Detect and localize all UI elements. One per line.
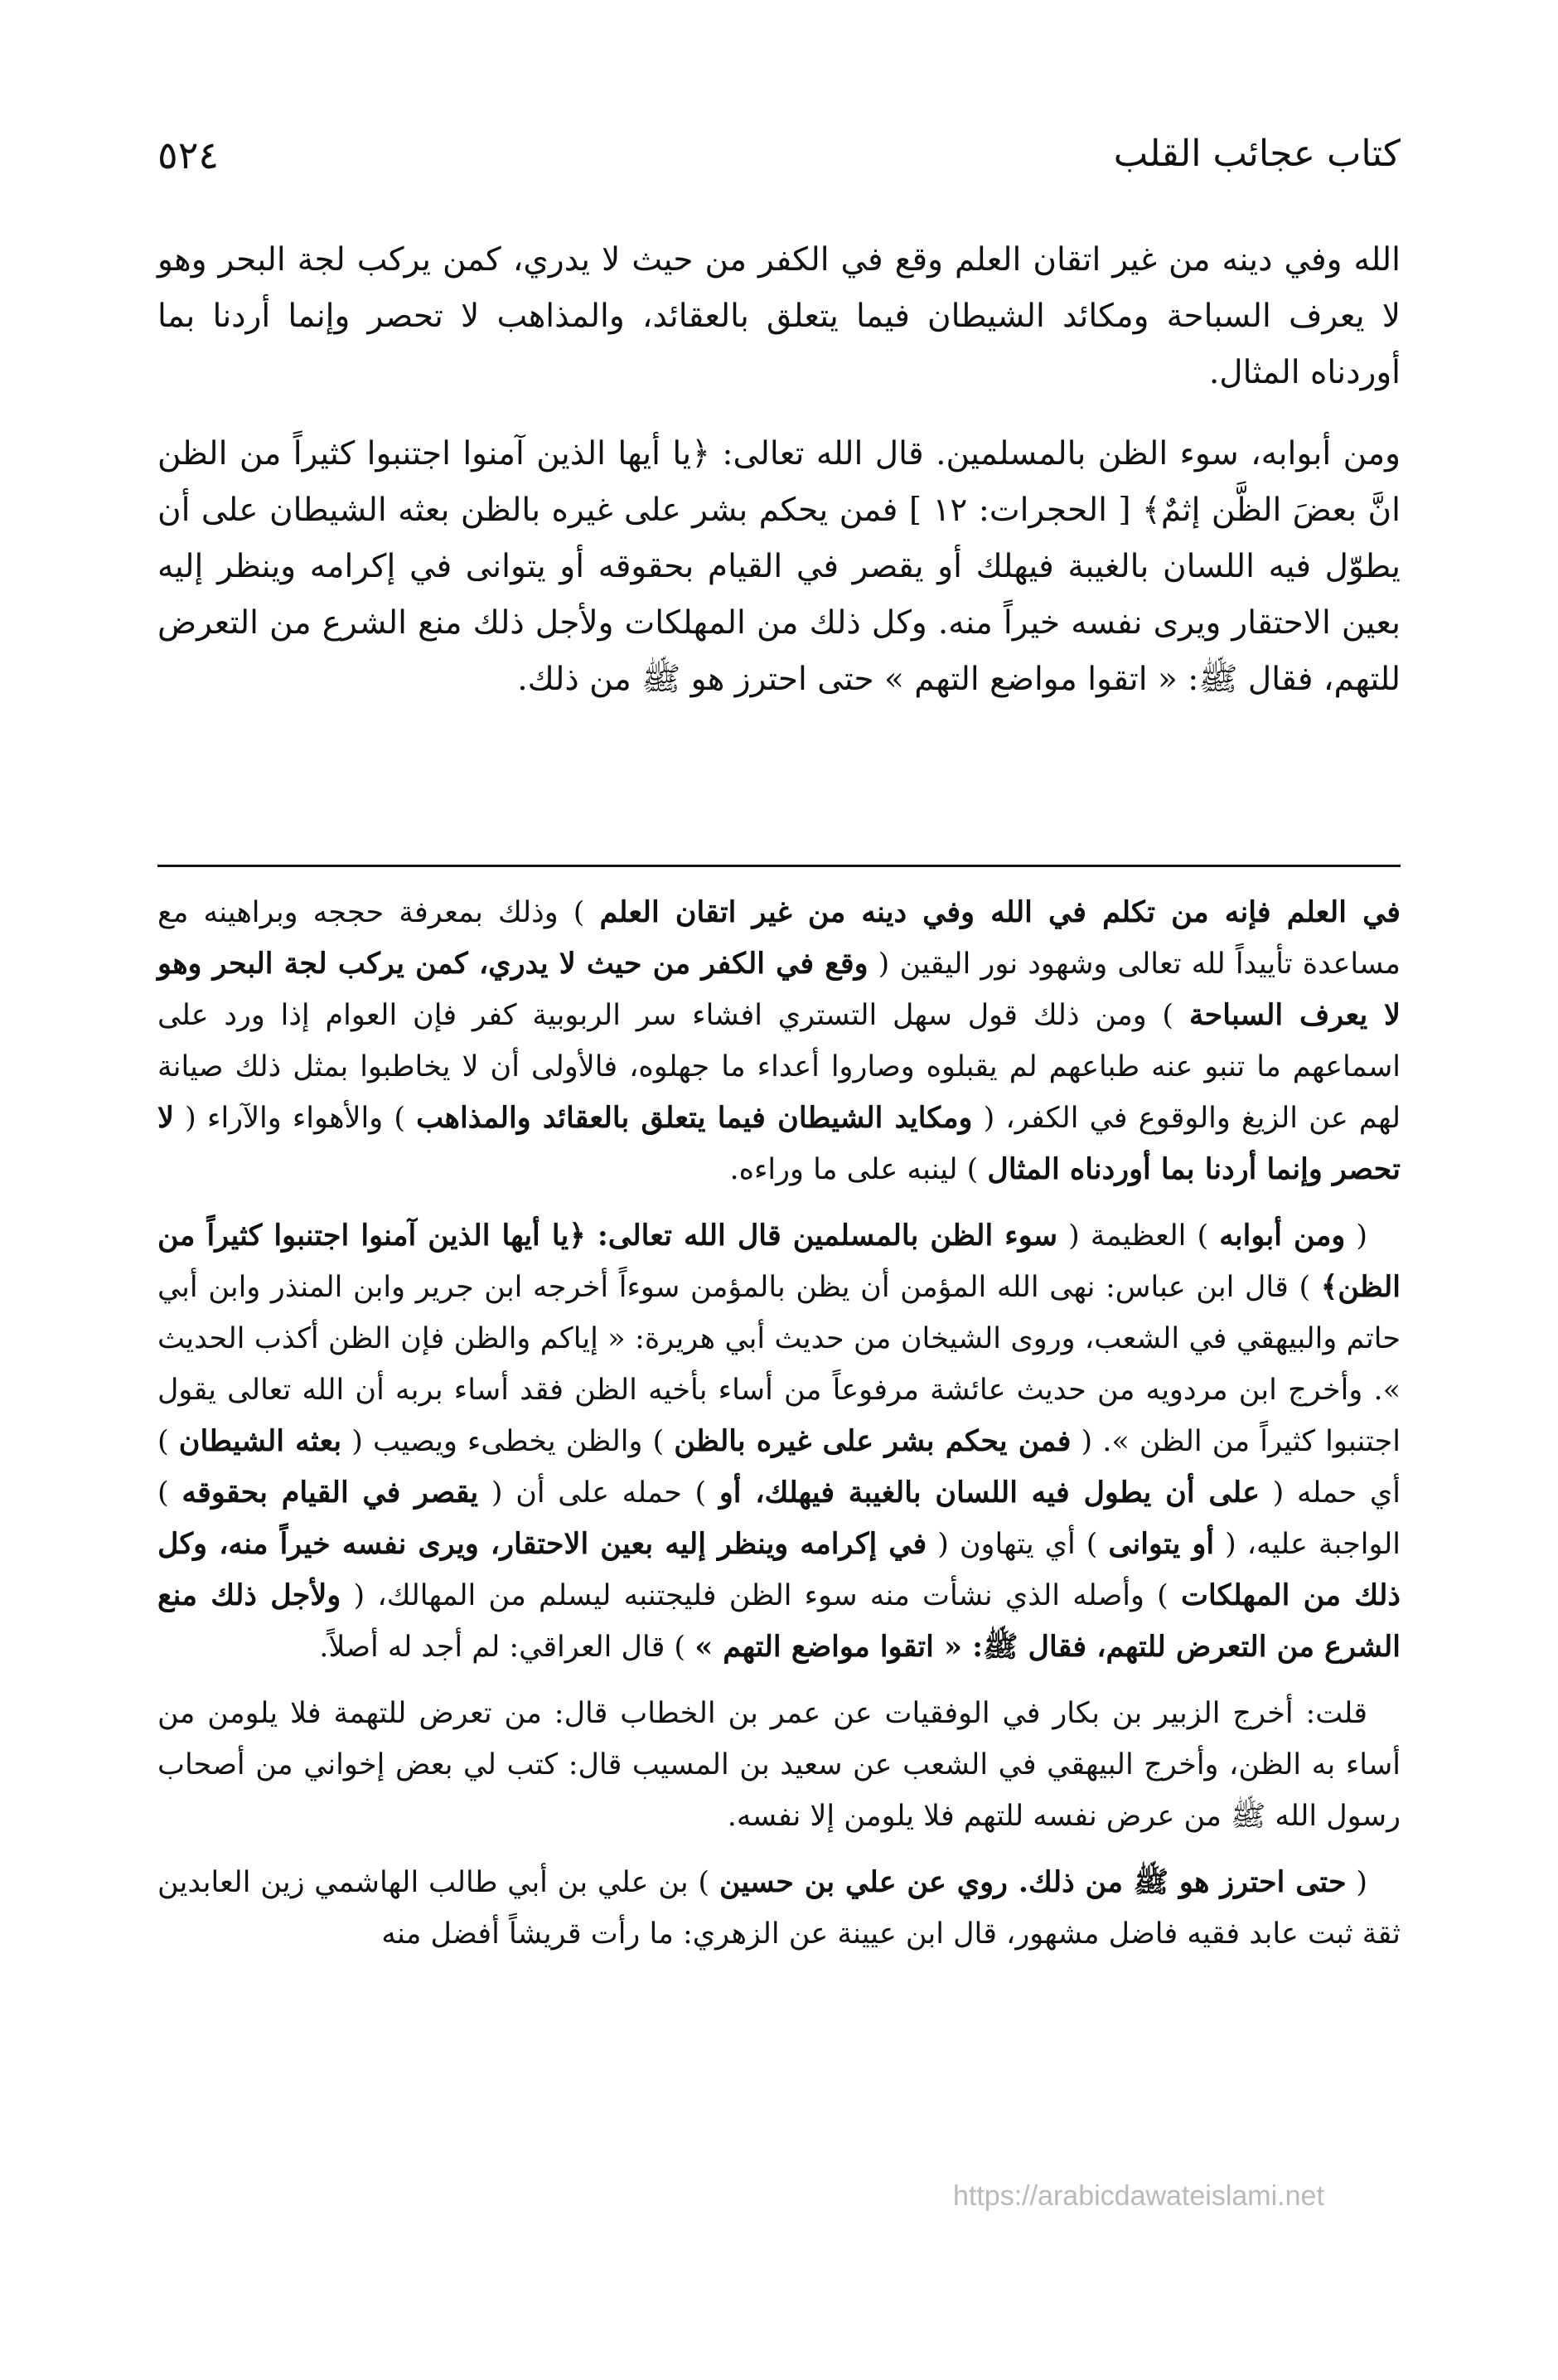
commentary-text-run: ) بن علي بن أبي طالب الهاشمي زين العابدين ثقة ثبت عابد فقيه فاضل مشهور، قال ابن عيينة عن الزهري: ما رأت قريشاً أفضل منه [157,1866,1401,1951]
page-header [157,133,1401,191]
commentary-text-run: ) حمله على أن ( [478,1476,719,1510]
commentary-paragraph [157,1210,1401,1673]
commentary-text [157,887,1401,1960]
commentary-bold: يقصر في القيام بحقوقه [181,1476,479,1510]
footnote-divider [157,865,1401,867]
commentary-text-run: ) والظن يخطىء ويصيب ( [341,1425,675,1458]
commentary-paragraph: قلت: أخرج الزبير بن بكار في الوفقيات عن عمر بن الخطاب قال: من تعرض للتهمة فلا يلومن من أساء به الظن، وأخرج البيهقي في الشعب عن سعيد بن المسيب قال: كتب لي بعض إخواني من أصحاب رسول الله ﷺ من عرض نفسه للتهم فلا يلومن إلا نفسه. [157,1697,1401,1833]
commentary-text-run: ) الواجبة عليه، ( [157,1476,1401,1561]
commentary-text-run: ) قال العراقي: لم أجد له أصلاً. [319,1631,695,1664]
watermark-url: https://arabicdawateislami.net [953,2180,1324,2212]
commentary-bold: سوء الظن بالمسلمين قال الله تعالى: ﴿يا أيها الذين آمنوا اجتنبوا كثيراً من الظن﴾ [157,1219,1401,1304]
commentary-text-run: ) أي حمله ( [157,1425,1401,1510]
main-text [157,232,1401,708]
commentary-text-run: ( [1345,1219,1368,1253]
commentary-bold: أو يتوانى [1108,1527,1215,1561]
commentary-text-run: ) لينبه على ما وراءه. [729,1153,988,1186]
commentary-bold: في إكرامه وينظر إليه بعين الاحتقار، ويرى نفسه خيراً منه، وكل ذلك من المهلكات [157,1527,1401,1612]
commentary-text-run: ) وأصله الذي نشأت منه سوء الظن فليجتنبه ليسلم من المهالك، ( [341,1579,1182,1612]
commentary-bold: على أن يطول فيه اللسان بالغيبة فيهلك، أو [719,1476,1260,1510]
commentary-bold: فمن يحكم بشر على غيره بالظن [674,1424,1072,1458]
commentary-bold: ومكايد الشيطان فيما يتعلق بالعقائد والمذاهب [416,1101,973,1135]
commentary-bold: لا تحصر وإنما أردنا بما أوردناه المثال [157,1101,1401,1186]
commentary-bold: ومن أبوابه [1219,1219,1346,1253]
commentary-text-run: ) أي يتهاون ( [927,1528,1109,1561]
page-number: ٥٢٤ [157,133,220,177]
commentary-text-run: ) وذلك بمعرفة حججه وبراهينه مع مساعدة تأييداً لله تعالى وشهود نور اليقين ( [157,896,1401,981]
commentary-bold: حتى احترز هو ﷺ من ذلك. روي عن علي بن حسين [719,1865,1347,1899]
commentary-paragraph [157,887,1401,1195]
main-paragraph: الله وفي دينه من غير اتقان العلم وقع في الكفر من حيث لا يدري، كمن يركب لجة البحر وهو لا يعرف السباحة ومكائد الشيطان فيما يتعلق بالعقائد، والمذاهب لا تحصر وإنما أردنا بما أوردناه المثال. [157,241,1401,391]
commentary-text-run: ) والأهواء والآراء ( [173,1102,417,1135]
commentary-text-run: ) ومن ذلك قول سهل التستري افشاء سر الربوبية كفر فإن العوام إذا ورد على اسماعهم ما تنبو عنه طباعهم لم يقبلوه وصاروا أعداء ما جهلوه، فالأولى أن لا يخاطبوا بمثل ذلك صيانة لهم عن الزيغ والوقوع في الكفر، ( [157,999,1401,1135]
commentary-text-run: ( [1346,1866,1368,1899]
commentary-text-run: ) العظيمة ( [1057,1219,1220,1253]
commentary-bold: بعثه الشيطان [178,1424,342,1458]
main-paragraph: ومن أبوابه، سوء الظن بالمسلمين. قال الله تعالى: ﴿يا أيها الذين آمنوا اجتنبوا كثيراً من الظن انَّ بعضَ الظَّن إثمٌ﴾ [ الحجرات: ١٢ ] فمن يحكم بشر على غيره بالظن بعثه الشيطان على أن يطوّل فيه اللسان بالغيبة فيهلك أو يقصر في القيام بحقوقه أو يتوانى في إكرامه وينظر إليه بعين الاحتقار ويرى نفسه خيراً منه. وكل ذلك من المهلكات ولأجل ذلك منع الشرع من التعرض للتهم، فقال ﷺ: « اتقوا مواضع التهم » حتى احترز هو ﷺ من ذلك. [157,435,1401,698]
commentary-bold: ولأجل ذلك منع الشرع من التعرض للتهم، فقال ﷺ: « اتقوا مواضع التهم » [157,1578,1401,1664]
commentary-text-run: ) قال ابن عباس: نهى الله المؤمن أن يظن بالمؤمن سوءاً أخرجه ابن جرير وابن المنذر وابن أبي حاتم والبيهقي في الشعب، وروى الشيخان من حديث أبي هريرة: « إياكم والظن فإن الظن أكذب الحديث ». وأخرج ابن مردويه من حديث عائشة مرفوعاً من أساء بأخيه الظن فقد أساء بربه أن الله تعالى يقول اجتنبوا كثيراً من الظن ». ( [157,1271,1401,1458]
commentary-bold: وقع في الكفر من حيث لا يدري، كمن يركب لجة البحر وهو لا يعرف السباحة [157,947,1401,1032]
commentary-bold: في العلم فإنه من تكلم في الله وفي دينه من غير اتقان العلم [599,895,1401,929]
book-title: كتاب عجائب القلب [1113,133,1401,175]
commentary-paragraph [157,1857,1401,1960]
